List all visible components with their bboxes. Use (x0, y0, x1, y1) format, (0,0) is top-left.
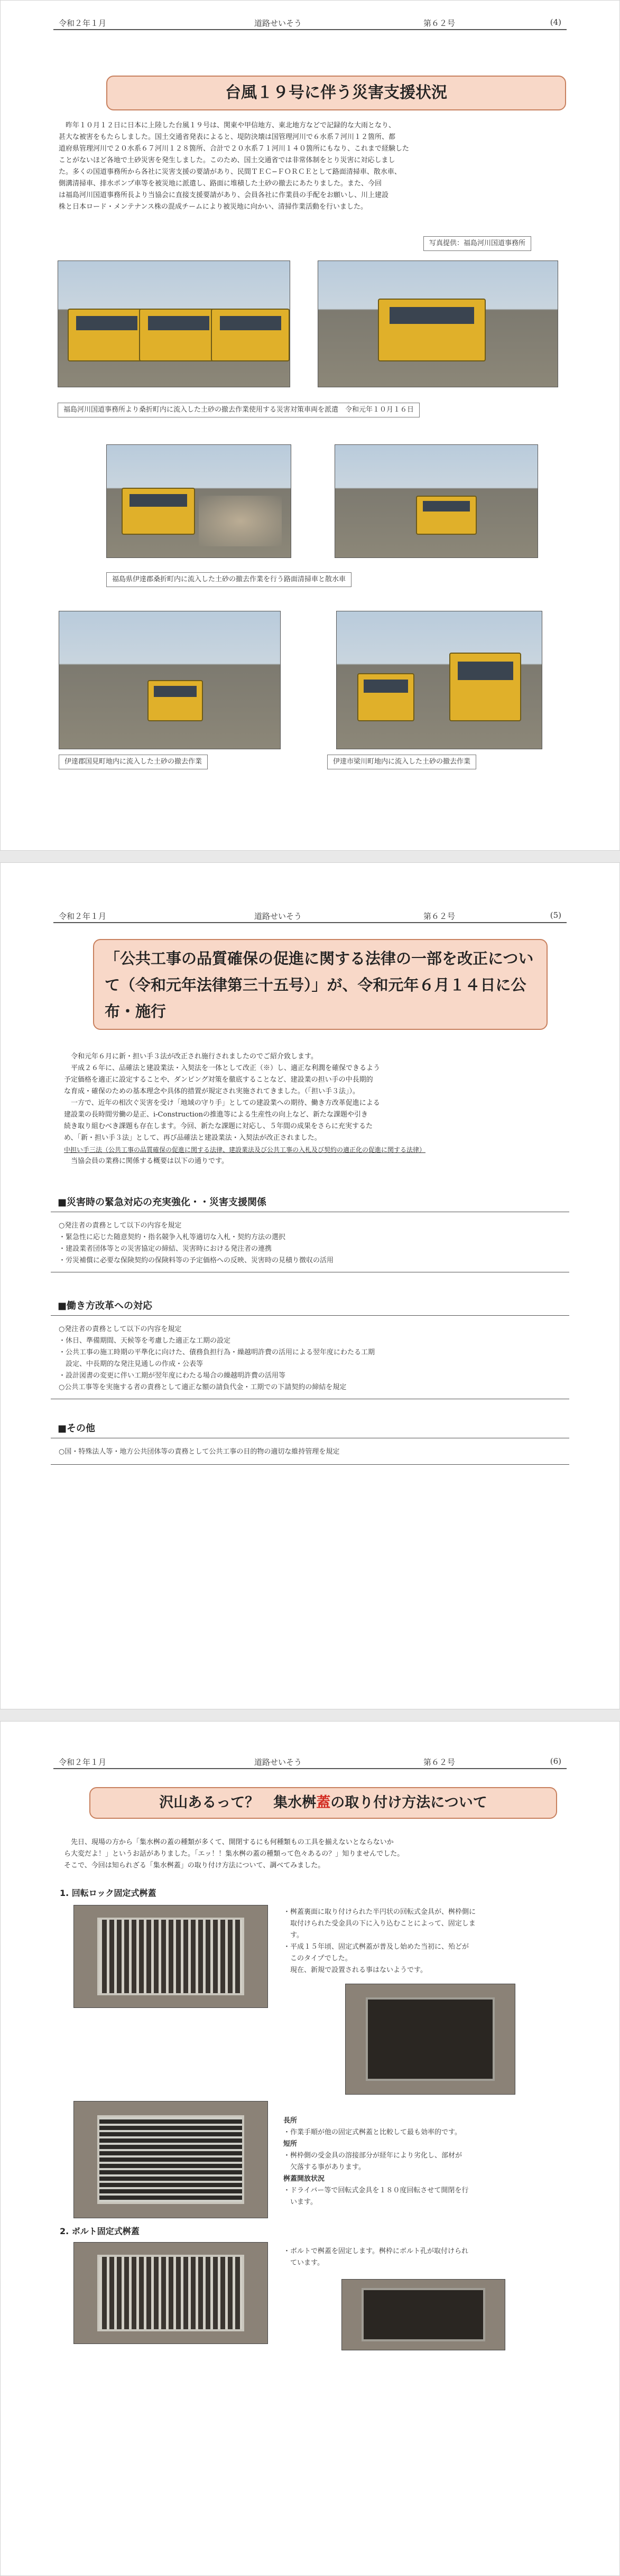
body-line: 続き取り組むべき課題も存在します。今回、新たな課題に対応し、５年間の成果をさらに充実するた (64, 1122, 373, 1130)
article-title-text: の取り付け方法について (330, 1794, 487, 1811)
photo-kunimi-cleanup (59, 611, 281, 749)
header-publication: 道路せいそう (254, 18, 302, 28)
page-4 (0, 0, 620, 851)
body-line: 一方で、近年の相次ぐ災害を受け「地域の守り手」としての建設業への期待、働き方改革促進による (71, 1099, 380, 1107)
photo-rotary-lock-frame (345, 1984, 515, 2095)
header-issue: 第６２号 (423, 1757, 456, 1767)
header-date: 令和２年１月 (59, 912, 107, 921)
body-line: ことがないほど各地で土砂災害を発生しました。このため、国土交通省では非常体制をとり災害に対応しまし (59, 156, 395, 164)
section-divider (51, 1464, 569, 1465)
header-publication: 道路せいそう (254, 912, 302, 921)
list-item: ・桝枠側の受金具の溶接部分が経年により劣化し、部材が (283, 2152, 462, 2160)
photo-rotary-lock-open (73, 2101, 268, 2218)
body-line: 道府県管理河川で２０水系６７河川１２８箇所、合計で２０水系７１河川１４０箇所にもなり、これまで経験した (59, 145, 410, 153)
list-item: ・作業手順が他の固定式桝蓋と比較して最も効率的です。 (283, 2128, 461, 2136)
photo-sweeper-dust (106, 444, 291, 558)
body-line: た。多くの国道事務所から各社に災害支援の要請があり、民間ＴＥＣ−ＦＯＲＣＥとして路面清掃車、散水車、 (59, 168, 401, 176)
list-item: 欠落する事があります。 (283, 2163, 365, 2171)
article-title-highlight: 蓋 (316, 1794, 331, 1811)
body-line: ら大変だよ！」というお話がありました。「エッ！！集水桝の蓋の種類って色々あるの？」知りませんでした。 (64, 1850, 404, 1858)
body-line: 先日、現場の方から「集水桝の蓋の種類が多くて、開閉するにも何種類もの工具を揃えないとならないか (71, 1838, 394, 1846)
body-line: 建設業の長時間労働の是正、i-Constructionの推進等による生産性の向上など、新たな課題や引き (64, 1111, 368, 1119)
header-issue: 第６２号 (423, 18, 456, 28)
body-line: 昨年１０月１２日に日本に上陸した台風１９号は、関東や甲信地方、東北地方などで記録的な大雨となり、 (66, 122, 396, 129)
article-body (64, 1837, 566, 1872)
body-line: め、「新・担い手３法」として、再び品確法と建設業法・入契法が改正されました。 (64, 1134, 321, 1142)
article-body (59, 120, 569, 213)
photo-rotary-lock-grate (73, 1905, 268, 2008)
header-page-number: (4) (550, 17, 561, 27)
body-line: 側溝清掃車、排水ポンプ車等を被災地に派遣し、路面に堆積した土砂の撤去にあたりました。また、今回 (59, 180, 382, 188)
list-item: ・設計図書の変更に伴い工期が翌年度にわたる場合の繰越明許費の活用等 (59, 1372, 286, 1380)
list-item: ・ボルトで桝蓋を固定します。桝枠にボルト孔が取付けられ (283, 2247, 468, 2255)
list-item: ○公共工事等を実施する者の責務として適正な額の請負代金・工期での下請契約の締結を規定 (59, 1383, 347, 1391)
page-header (53, 909, 567, 923)
list-item: す。 (283, 1931, 303, 1939)
list-item: ています。 (283, 2259, 324, 2267)
article-title-text: 「公共工事の品質確保の促進に関する法律の一部を改正について（令和元年法律第三十五号）」が、令和元年６月１４日に公布・施行 (105, 950, 534, 1020)
article-title (89, 1787, 557, 1819)
list-item: ・公共工事の施工時期の平準化に向けた、債務負担行為・繰越明許費の活用による翌年度にわたる工期 (59, 1349, 375, 1356)
photo-trucks-lineup (58, 261, 290, 387)
section-list-work-style (59, 1324, 375, 1393)
article-body (64, 1051, 566, 1167)
article-title-text: 沢山あるって？ 集水桝 (159, 1794, 317, 1811)
merit-heading: 長所 (283, 2117, 298, 2125)
header-page-number: (6) (550, 1756, 561, 1766)
rotary-lock-notes (283, 2115, 468, 2208)
section-heading-bolt-fixed: 2. ボルト固定式桝蓋 (60, 2226, 140, 2236)
list-item: 取付けられた受金具の下に入り込むことによって、固定しま (283, 1920, 476, 1928)
photo-yanagawa-cleanup (336, 611, 542, 749)
photo-caption: 福島河川国道事務所より桑折町内に流入した土砂の撤去作業使用する災害対策車両を派遣 令和元年１０月１６日 (58, 403, 420, 417)
section-list-disaster (59, 1220, 334, 1267)
header-publication: 道路せいそう (254, 1757, 302, 1767)
list-item: ・平成１５年頃、固定式桝蓋が普及し始めた当初に、殆どが (283, 1943, 469, 1951)
article-title (93, 939, 548, 1030)
photo-caption: 福島県伊達郡桑折町内に流入した土砂の撤去作業を行う路面清掃車と散水車 (106, 572, 351, 587)
section-heading-other: ■その他 (58, 1423, 96, 1434)
header-page-number: (5) (550, 910, 561, 920)
section-heading-disaster: ■災害時の緊急対応の充実強化・・災害支援関係 (58, 1197, 267, 1208)
list-item: 設定、中長期的な発注見通しの作成・公表等 (59, 1360, 203, 1368)
body-line: 令和元年６月に新・担い手３法が改正され施行されましたのでご紹介致します。 (71, 1053, 318, 1061)
list-item: ・ドライバー等で回転式金具を１８０度回転させて開閉を行 (283, 2187, 469, 2194)
list-item: ・桝蓋裏面に取り付けられた半円状の回転式金具が、桝枠側に (283, 1908, 476, 1916)
body-line: 株と日本ロード・メンテナンス株の混成チームにより被災地に向かい、清掃作業活動を行いました。 (59, 203, 367, 211)
article-title (106, 76, 566, 110)
page-5 (0, 862, 620, 1709)
list-item: ・建設業者団体等との災害協定の締結、災害時における発注者の連携 (59, 1245, 272, 1253)
photo-caption: 伊達郡国見町地内に流入した土砂の撤去作業 (59, 755, 208, 769)
list-item: このタイプでした。 (283, 1955, 352, 1963)
page-header (53, 1755, 567, 1769)
list-item: 現在、新規で設置される事はないようです。 (283, 1966, 427, 1974)
list-item: ○発注者の責務として以下の内容を規定 (59, 1222, 182, 1230)
section-divider (51, 1315, 569, 1316)
header-date: 令和２年１月 (59, 1757, 107, 1767)
list-item: ・休日、準備期間、天候等を考慮した適正な工期の設定 (59, 1337, 231, 1345)
list-item: ○発注者の責務として以下の内容を規定 (59, 1325, 182, 1333)
body-line: な育成・確保のための基本理念や具体的措置が規定され実施されてきました。（「担い手３法」）。 (64, 1087, 360, 1095)
section-heading-rotary-lock: 1. 回転ロック固定式桝蓋 (60, 1888, 156, 1898)
header-date: 令和２年１月 (59, 18, 107, 28)
page-6 (0, 1721, 620, 2576)
photo-bolt-fixed-grate (73, 2242, 268, 2344)
photo-bolt-fixed-frame (341, 2279, 505, 2350)
article-title-text: 台風１９号に伴う災害支援状況 (225, 83, 447, 102)
body-line: そこで、今回は知られざる「集水桝蓋」の取り付け方法について、調べてみました。 (64, 1862, 325, 1870)
body-line: は福島河川国道事務所長より当協会に直接支援要請があり、会員各社に作業員の手配をお願いし、川上建設 (59, 191, 389, 199)
body-line: 平成２６年に、品確法と建設業法・入契法を一体として改正（※）し、適正な利潤を確保できるよう (71, 1064, 381, 1072)
photo-caption: 伊達市梁川町地内に流入した土砂の撤去作業 (327, 755, 476, 769)
section-list-other (59, 1446, 339, 1458)
list-item: ・緊急性に応じた随意契約・指名競争入札等適切な入札・契約方法の選択 (59, 1233, 286, 1241)
page-header (53, 16, 567, 30)
photo-truck-deployment (318, 261, 558, 387)
list-item: ○国・特殊法人等・地方公共団体等の責務として公共工事の目的物の適切な維持管理を規定 (59, 1448, 340, 1456)
rotary-lock-description (283, 1907, 476, 1976)
bolt-fixed-description (283, 2246, 468, 2269)
header-issue: 第６２号 (423, 912, 456, 921)
section-heading-work-style: ■働き方改革への対応 (58, 1300, 153, 1312)
open-status-heading: 桝蓋開放状況 (283, 2175, 325, 2183)
list-item: います。 (283, 2198, 317, 2206)
body-line: 甚大な被害をもたらしました。国土交通省発表によると、堤防決壊は国管理河川で６水系７河川１２箇所、都 (59, 133, 396, 141)
photo-water-truck (335, 444, 538, 558)
body-footnote: 中担い手三法（公共工事の品質確保の促進に関する法律、建設業法及び公共工事の入札及び契約の適正化の促進に関する法律） (64, 1146, 426, 1154)
body-line: 予定価格を適正に設定することや、ダンピング対策を徹底することなど、建設業の担い手の中長期的 (64, 1076, 373, 1084)
list-item: ・労災補償に必要な保険契約の保険料等の予定価格への反映、災害時の見積り徴収の活用 (59, 1257, 334, 1264)
demerit-heading: 短所 (283, 2140, 298, 2148)
body-line: 当協会員の業務に関係する概要は以下の通りです。 (71, 1157, 228, 1165)
photo-credit: 写真提供：福島河川国道事務所 (423, 236, 531, 251)
